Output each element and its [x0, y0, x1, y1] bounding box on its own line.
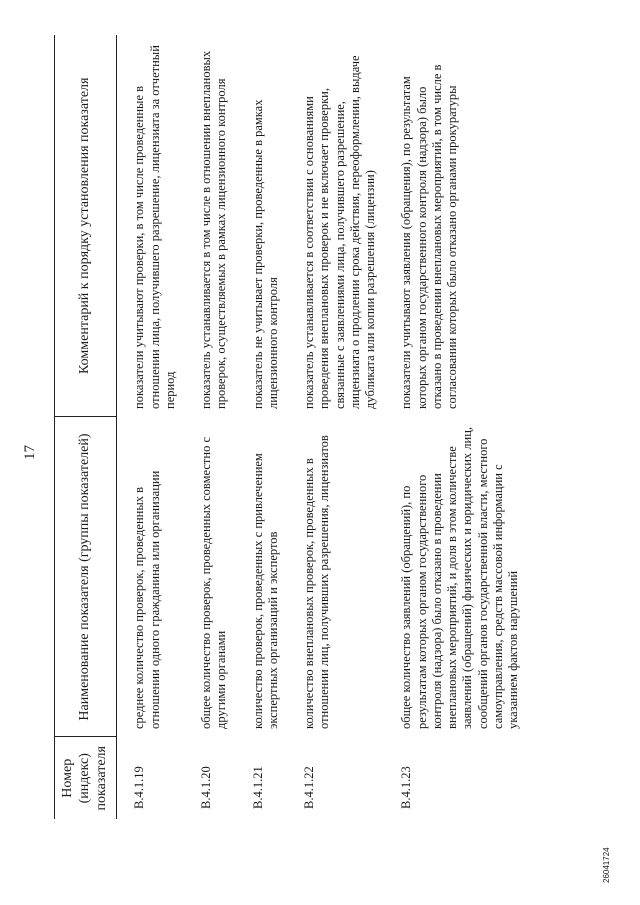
row-comment: показатели учитывают заявления (обращения), по результатам которых органом государственного контроля (надзора) было отказано в проведении внеплановых мероприятий, в том числе в согласовании которых было отказано органами прокуратуры	[399, 64, 460, 409]
row-comment: показатель не учитывает проверки, проведенные в рамках лицензионного контроля	[250, 99, 280, 409]
row-comment: показатель устанавливается в соответствии с основаниями проведения внеплановых проверок и не включает проверки, связанные с заявлениями лица, получившего разрешение, лицензиата о продлении срока действия, переоформлении, выдаче дубликата или копии разрешения (лицензии)	[302, 55, 378, 409]
table-row	[117, 35, 184, 819]
table-row	[287, 35, 384, 819]
row-number: В.4.1.21	[250, 766, 265, 809]
table-row	[384, 35, 527, 819]
header-comment: Комментарий к порядку установления показателя	[55, 35, 117, 417]
header-number: Номер (индекс) показателя	[55, 737, 117, 819]
table-row	[184, 35, 236, 819]
row-number: В.4.1.23	[399, 766, 414, 809]
row-name: среднее количество проверок, проведенных в отношении одного гражданина или организации	[132, 470, 162, 729]
table-header-row	[55, 35, 117, 819]
row-number: В.4.1.20	[199, 766, 214, 809]
row-name: количество внеплановых проверок, проведенных в отношении лиц, получивших разрешения, лицензиатов	[302, 435, 332, 729]
row-name: общее количество заявлений (обращений), по результатам которых органом государственного контроля (надзора) было отказано в проведении внеплановых мероприятий, и доля в этом количестве заявлений (обращений) физических и юридических лиц, сообщений органов государственной власти, местного самоуправления, средств массовой информации с указанием фактов нарушений	[399, 426, 521, 729]
page-number: 17	[22, 445, 38, 460]
row-name: количество проверок, проведенных с привлечением экспертных организаций и экспертов	[250, 453, 280, 729]
header-name: Наименование показателя (группы показателей)	[55, 417, 117, 737]
row-number: В.4.1.22	[302, 766, 317, 809]
table-row	[236, 35, 288, 819]
document-code: 26041724	[602, 847, 611, 883]
row-name: общее количество проверок, проведенных совместно с другими органами	[199, 437, 229, 729]
row-number: В.4.1.19	[132, 766, 147, 809]
indicators-table	[54, 35, 527, 819]
row-comment: показатели учитывают проверки, в том числе проведенные в отношении лица, получившего разрешение, лицензиата за отчетный период	[132, 45, 177, 409]
row-comment: показатель устанавливается в том числе в отношении внеплановых проверок, осуществляемых в рамках лицензионного контроля	[199, 50, 229, 409]
